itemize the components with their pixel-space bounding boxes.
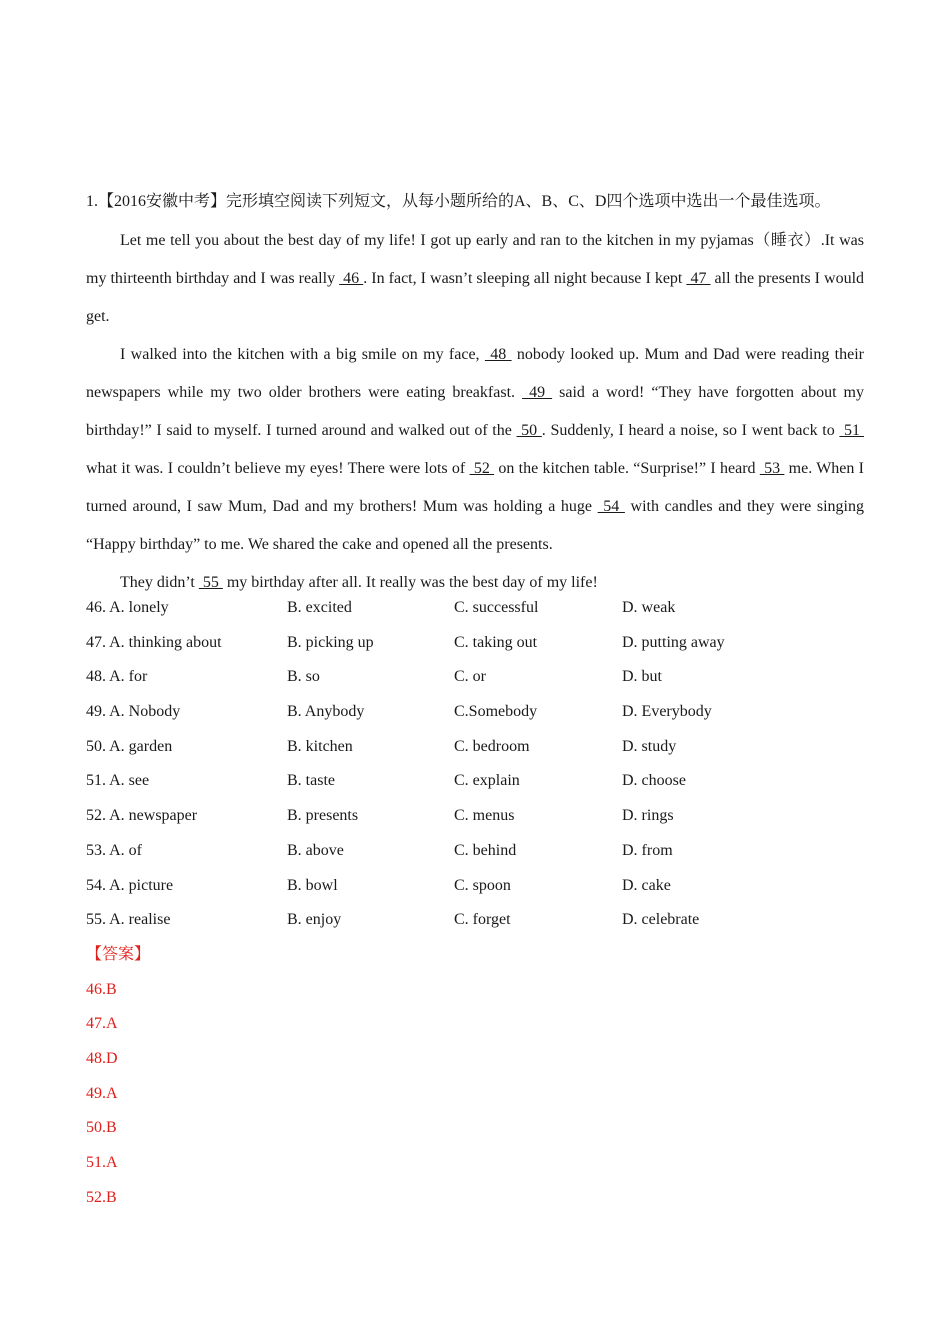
option-d: D. weak — [622, 599, 676, 616]
passage-text: Let me tell you about the best day of my life! I got up early and ran to the kitchen in my pyjamas（睡衣）.It was my thirteenth birthday and I was really — [86, 232, 864, 287]
option-d: D. study — [622, 737, 677, 755]
options-list — [86, 593, 864, 940]
blank-55: 55 — [198, 574, 223, 591]
option-a: 53. A. of — [86, 841, 142, 859]
option-b: B. enjoy — [287, 911, 342, 929]
answer-item: 49.A — [86, 1084, 118, 1102]
answer-item: 46.B — [86, 980, 117, 998]
option-b: B. kitchen — [287, 737, 353, 755]
answer-item: 52.B — [86, 1188, 117, 1206]
option-c: C. menus — [454, 807, 515, 825]
passage-text: I walked into the kitchen with a big smile on my face, — [120, 346, 485, 363]
option-b: B. bowl — [287, 876, 338, 894]
option-a: 46. A. lonely — [86, 599, 169, 616]
option-row-54 — [86, 871, 864, 906]
option-b: B. excited — [287, 599, 352, 616]
option-a: 55. A. realise — [86, 911, 171, 929]
passage-text: all the presents I would get. — [86, 270, 865, 325]
passage-text: on the kitchen table. “Surprise!” I heard — [494, 460, 760, 477]
passage-text: with candles and they were singing “Happy birthday” to me. We shared the cake and opened all the presents. — [86, 498, 864, 553]
blank-51: 51 — [839, 422, 865, 439]
option-d: D. rings — [622, 807, 674, 825]
option-a: 48. A. for — [86, 668, 148, 686]
option-b: B. taste — [287, 772, 335, 790]
passage-text: . In fact, I wasn’t sleeping all night because I kept — [363, 270, 687, 287]
option-c: C. or — [454, 668, 486, 686]
option-d: D. putting away — [622, 633, 725, 651]
option-a: 51. A. see — [86, 772, 150, 790]
option-d: D. Everybody — [622, 703, 712, 721]
option-d: D. celebrate — [622, 911, 700, 929]
answer-section — [86, 940, 150, 1218]
option-row-53 — [86, 836, 864, 871]
option-a: 49. A. Nobody — [86, 703, 181, 721]
blank-53: 53 — [759, 460, 785, 477]
option-a: 47. A. thinking about — [86, 633, 222, 651]
blank-49: 49 — [522, 384, 553, 401]
passage-paragraph-2 — [86, 336, 864, 564]
option-row-51 — [86, 766, 864, 801]
option-d: D. from — [622, 841, 673, 859]
option-c: C.Somebody — [454, 703, 538, 721]
passage-text: my birthday after all. It really was the best day of my life! — [222, 574, 598, 591]
answer-item: 48.D — [86, 1050, 118, 1068]
passage-text: what it was. I couldn’t believe my eyes! There were lots of — [86, 460, 470, 477]
blank-46: 46 — [339, 270, 364, 287]
answer-item: 50.B — [86, 1119, 117, 1137]
option-c: C. bedroom — [454, 737, 530, 755]
option-a: 54. A. picture — [86, 876, 174, 894]
option-row-55 — [86, 905, 864, 940]
option-b: B. Anybody — [287, 703, 365, 721]
passage-text: nobody looked up. Mum and Dad were reading their newspapers while my two older brothers were eating breakfast. — [86, 346, 865, 401]
blank-47: 47 — [686, 270, 711, 287]
blank-48: 48 — [484, 346, 512, 363]
passage-paragraph-1 — [86, 222, 864, 336]
answer-item: 51.A — [86, 1154, 118, 1172]
option-c: C. successful — [454, 599, 539, 616]
option-c: C. forget — [454, 911, 511, 929]
option-b: B. picking up — [287, 633, 374, 651]
option-a: 50. A. garden — [86, 737, 173, 755]
blank-52: 52 — [469, 460, 495, 477]
option-row-49 — [86, 697, 864, 732]
option-d: D. cake — [622, 876, 671, 894]
passage-text: They didn’t — [120, 574, 199, 591]
passage-text: . Suddenly, I heard a noise, so I went back to — [541, 422, 840, 439]
blank-54: 54 — [597, 498, 625, 515]
option-a: 52. A. newspaper — [86, 807, 198, 825]
passage-text: said a word! “They have forgotten about my birthday!” I said to myself. I turned around and walked out of the — [86, 384, 865, 439]
option-c: C. explain — [454, 772, 520, 790]
option-c: C. spoon — [454, 876, 511, 894]
question-instructions: 【2016安徽中考】完形填空阅读下列短文，从每小题所给的A、B、C、D四个选项中选出一个最佳选项。 — [98, 193, 831, 210]
option-row-46 — [86, 593, 864, 628]
option-b: B. above — [287, 841, 344, 859]
passage — [86, 222, 864, 602]
answer-item: 47.A — [86, 1015, 118, 1033]
passage-text: me. When I turned around, I saw Mum, Dad and my brothers! Mum was holding a huge — [86, 460, 865, 515]
option-row-50 — [86, 732, 864, 767]
option-row-52 — [86, 801, 864, 836]
option-c: C. taking out — [454, 633, 538, 651]
option-row-47 — [86, 628, 864, 663]
option-b: B. so — [287, 668, 320, 686]
option-d: D. choose — [622, 772, 686, 790]
option-c: C. behind — [454, 841, 517, 859]
option-b: B. presents — [287, 807, 359, 825]
answer-label: 【答案】 — [86, 946, 151, 963]
option-row-48 — [86, 662, 864, 697]
blank-50: 50 — [516, 422, 542, 439]
question-number: 1. — [86, 193, 98, 210]
question-heading — [86, 190, 886, 214]
option-d: D. but — [622, 668, 662, 686]
